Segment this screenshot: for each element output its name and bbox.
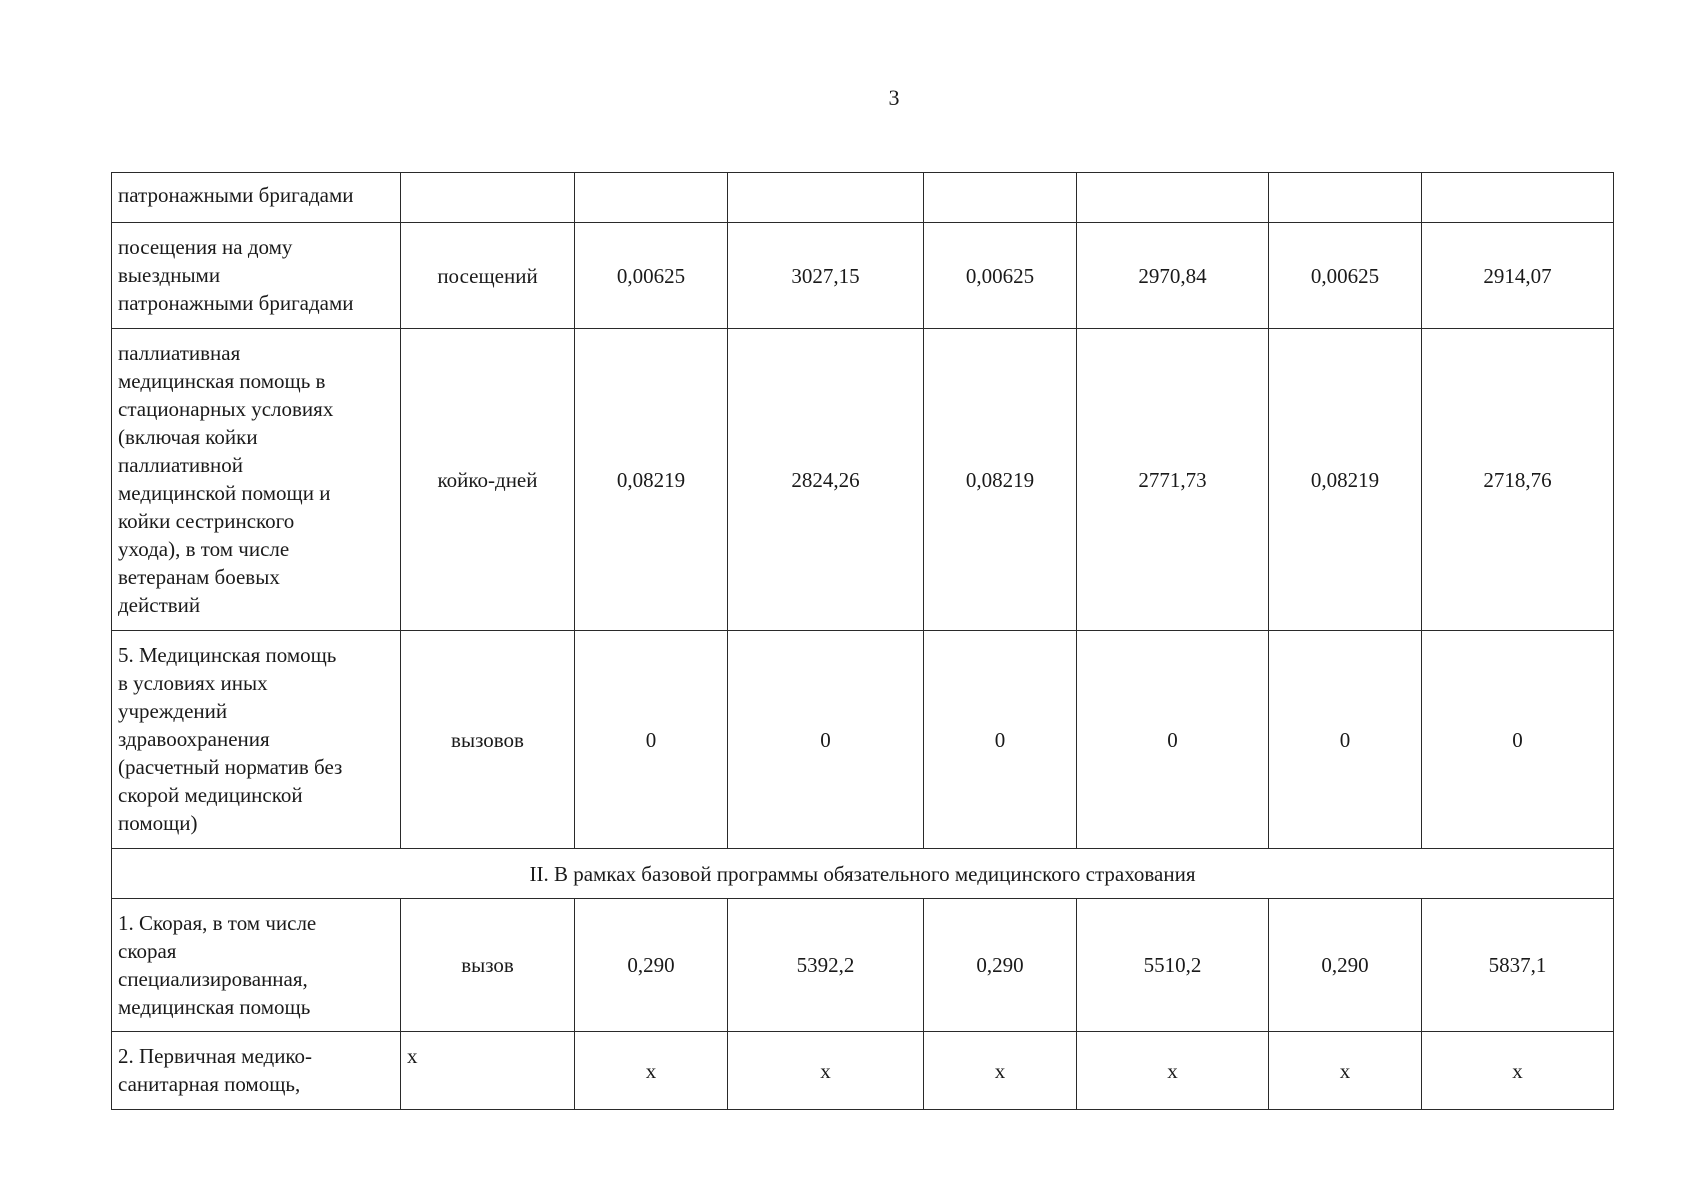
value-cell: х <box>924 1032 1077 1110</box>
value-cell <box>1422 173 1614 223</box>
value-cell: 0,00625 <box>1269 223 1422 329</box>
table-row <box>112 173 1614 223</box>
unit-cell <box>401 173 575 223</box>
value-cell: 0,00625 <box>924 223 1077 329</box>
value-cell: 0 <box>1269 631 1422 849</box>
value-cell: 0,08219 <box>1269 329 1422 631</box>
table-row <box>112 631 1614 849</box>
value-cell: 0 <box>1422 631 1614 849</box>
value-cell: х <box>1269 1032 1422 1110</box>
value-cell <box>924 173 1077 223</box>
value-cell: 0,00625 <box>575 223 728 329</box>
value-cell: 2824,26 <box>728 329 924 631</box>
value-cell <box>575 173 728 223</box>
value-cell <box>728 173 924 223</box>
value-cell: 0,290 <box>1269 899 1422 1032</box>
row-label: посещения на дому выездными патронажными бригадами <box>112 223 401 329</box>
unit-cell: посещений <box>401 223 575 329</box>
value-cell: 2718,76 <box>1422 329 1614 631</box>
table-row <box>112 329 1614 631</box>
row-label: 2. Первичная медико- санитарная помощь, <box>112 1032 401 1110</box>
norms-table <box>111 172 1614 1110</box>
value-cell: 3027,15 <box>728 223 924 329</box>
value-cell: 0 <box>575 631 728 849</box>
table-row <box>112 1032 1614 1110</box>
value-cell: 0,08219 <box>575 329 728 631</box>
unit-cell: койко-дней <box>401 329 575 631</box>
section-heading: II. В рамках базовой программы обязательного медицинского страхования <box>112 849 1614 899</box>
value-cell: 2970,84 <box>1077 223 1269 329</box>
value-cell: 0,290 <box>924 899 1077 1032</box>
value-cell: 0 <box>1077 631 1269 849</box>
value-cell: х <box>728 1032 924 1110</box>
value-cell: 0 <box>728 631 924 849</box>
table-row <box>112 899 1614 1032</box>
value-cell: 5392,2 <box>728 899 924 1032</box>
value-cell: х <box>1422 1032 1614 1110</box>
value-cell <box>1077 173 1269 223</box>
value-cell <box>1269 173 1422 223</box>
unit-cell: вызов <box>401 899 575 1032</box>
value-cell: 5837,1 <box>1422 899 1614 1032</box>
value-cell: 5510,2 <box>1077 899 1269 1032</box>
unit-cell: вызовов <box>401 631 575 849</box>
value-cell: х <box>575 1032 728 1110</box>
value-cell: 2914,07 <box>1422 223 1614 329</box>
table-row <box>112 223 1614 329</box>
page-number: 3 <box>888 85 900 110</box>
value-cell: 0,290 <box>575 899 728 1032</box>
value-cell: 0,08219 <box>924 329 1077 631</box>
row-label: 5. Медицинская помощь в условиях иных учреждений здравоохранения (расчетный норматив без скорой медицинской помощи) <box>112 631 401 849</box>
value-cell: 2771,73 <box>1077 329 1269 631</box>
section-row <box>112 849 1614 899</box>
value-cell: х <box>1077 1032 1269 1110</box>
row-label: паллиативная медицинская помощь в стационарных условиях (включая койки паллиативной медицинской помощи и койки сестринского ухода), в том числе ветеранам боевых действий <box>112 329 401 631</box>
unit-cell: х <box>401 1032 575 1110</box>
row-label: патронажными бригадами <box>112 173 401 223</box>
value-cell: 0 <box>924 631 1077 849</box>
row-label: 1. Скорая, в том числе скорая специализированная, медицинская помощь <box>112 899 401 1032</box>
